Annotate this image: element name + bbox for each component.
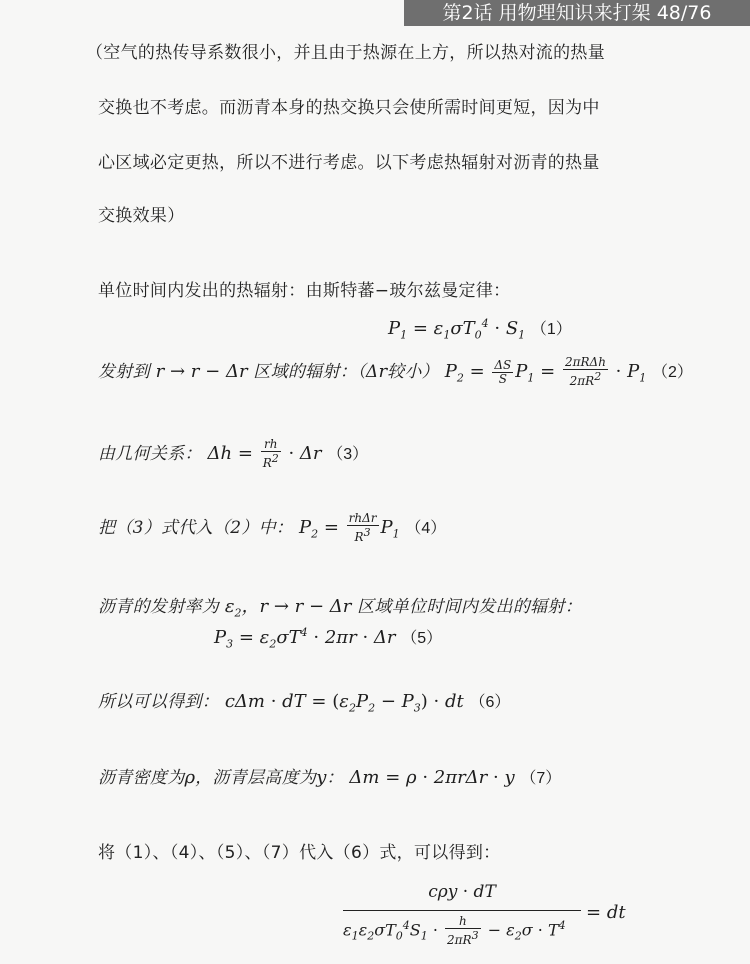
equation-5: $P_3 = \varepsilon_2\sigma T^4 \cdot 2\pi r \cdot \Delta r$ （5） — [214, 626, 443, 651]
equation-7: 沥青密度为ρ，沥青层高度为y： Δm = ρ · 2πrΔr · y （7） — [98, 767, 562, 788]
equation-4-label: （4） — [405, 520, 447, 537]
eq7-middle: ，沥青层高度为 — [195, 768, 317, 788]
chapter-page-indicator: 第2话 用物理知识来打架 48/76 — [404, 0, 750, 26]
equation-2: 发射到 r → r − Δr 区域的辐射：（Δr较小） $P_2$ = $\frac{\Delta S}{S}$ $P_1$ = 2πRΔh $2\pi R^2$ · $P_1$ （2） — [98, 355, 693, 388]
eq5-prefix: 沥青的发射率为 — [98, 597, 220, 617]
paragraph-line-1: （空气的热传导系数很小，并且由于热源在上方，所以热对流的热量 — [86, 43, 605, 63]
equation-6-label: （6） — [469, 694, 511, 711]
final-intro: 将（1）、（4）、（5）、（7）代入（6）式，可以得到： — [98, 843, 501, 863]
equation-1-label: （1） — [530, 321, 572, 338]
eq5-middle: 区域单位时间内发出的辐射： — [357, 597, 583, 617]
paragraph-line-4: 交换效果） — [98, 206, 185, 226]
paragraph-line-2: 交换也不考虑。而沥青本身的热交换只会使所需时间更短，因为中 — [98, 98, 600, 118]
eq7-prefix: 沥青密度为 — [98, 768, 185, 788]
eq7-colon: ： — [326, 768, 344, 788]
eq2-paren-open: （Δ — [357, 362, 379, 382]
eq4-prefix: 把（3）式代入（2）中： — [98, 518, 294, 538]
final-equation-fraction: cρy · dT $\varepsilon_1\varepsilon_2\sigma T_0^4S_1$ · $\frac{h}{2\pi R^3}$ − $\varepsilon_2\sigma \cdot T^4$ — [343, 882, 581, 944]
equation-4: 把（3）式代入（2）中： $P_2$ = rhΔr $R^3$ $P_1$ （4） — [98, 511, 447, 544]
eq3-prefix: 由几何关系： — [98, 444, 202, 464]
eq2-paren-close: 较小） — [387, 362, 439, 382]
eq2-prefix: 发射到 — [98, 362, 150, 382]
equation-3-label: （3） — [327, 446, 369, 463]
section-intro: 单位时间内发出的热辐射：由斯特蕃−玻尔兹曼定律： — [98, 281, 511, 301]
eq2-region-text: 区域的辐射： — [253, 362, 358, 382]
paragraph-line-3: 心区域必定更热，所以不进行考虑。以下考虑热辐射对沥青的热量 — [98, 153, 600, 173]
equation-7-label: （7） — [520, 770, 562, 787]
equation-3: 由几何关系： Δh = $\frac{rh}{R^2}$ · Δr （3） — [98, 437, 369, 470]
equation-5-label: （5） — [401, 630, 443, 647]
equation-6: 所以可以得到： cΔm · dT = $(\varepsilon_2P_2 - P_3)$ · dt （6） — [98, 691, 511, 715]
equation-2-label: （2） — [651, 364, 693, 381]
equation-1: $P_1 = \varepsilon_1\sigma T_0^4 \cdot S_1$ （1） — [388, 317, 572, 342]
final-equation-rhs: = dt — [586, 902, 626, 923]
equation-5-intro: 沥青的发射率为 $\varepsilon_2$，r → r − Δr 区域单位时间内发出的辐射： — [98, 596, 583, 620]
eq6-prefix: 所以可以得到： — [98, 692, 220, 712]
